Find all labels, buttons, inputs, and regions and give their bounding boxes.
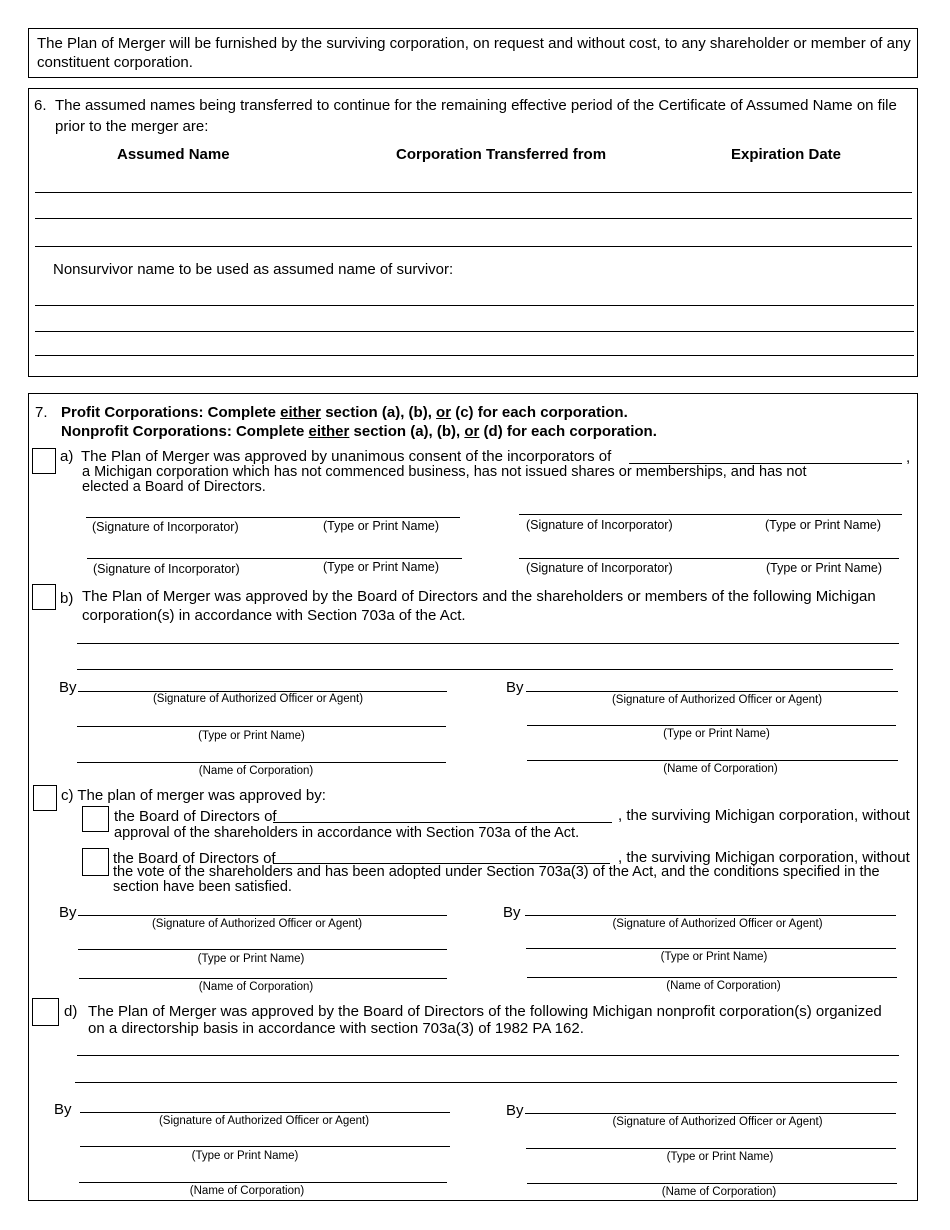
option-d-line2: on a directorship basis in accordance with section 703a(3) of 1982 PA 162. (88, 1020, 584, 1037)
corporation-name-label: (Name of Corporation) (661, 1186, 777, 1198)
option-c1-line2: approval of the shareholders in accordance with Section 703a of the Act. (114, 825, 580, 841)
by-label: By (506, 679, 524, 696)
section-6-text: The assumed names being transferred to continue for the remaining effective period of the Certificate of Assumed Name on file prior to the merger are: (55, 97, 897, 135)
print-name-line[interactable] (526, 1148, 896, 1149)
option-a-line2: a Michigan corporation which has not commenced business, has not issued shares or memberships, and has not (82, 464, 807, 480)
incorporator-name-label: (Type or Print Name) (766, 561, 883, 575)
incorporator-signature-label: (Signature of Incorporator) (526, 561, 673, 575)
checkbox-c-option1[interactable] (82, 806, 109, 832)
print-name-line[interactable] (80, 1146, 450, 1147)
print-name-label: (Type or Print Name) (663, 728, 770, 740)
officer-signature-label: (Signature of Authorized Officer or Agent) (611, 694, 823, 706)
option-a-line3: elected a Board of Directors. (82, 479, 266, 495)
profit-instructions: Profit Corporations: Complete either section (a), (b), or (c) for each corporation. (61, 404, 628, 421)
section-7-number: 7. (35, 404, 48, 421)
corporation-name-label: (Name of Corporation) (198, 765, 314, 777)
corporation-name-line[interactable] (527, 1183, 897, 1184)
incorporator-signature-line[interactable] (86, 517, 460, 518)
print-name-line[interactable] (77, 726, 446, 727)
option-a-comma: , (906, 449, 911, 466)
option-c1-suffix: , the surviving Michigan corporation, without (618, 807, 910, 824)
option-b-line1: The Plan of Merger was approved by the Board of Directors and the shareholders or members of the following Michigan (82, 588, 876, 605)
column-corporation-transferred-from: Corporation Transferred from (396, 146, 607, 163)
checkbox-d[interactable] (32, 998, 59, 1026)
assumed-name-line-3[interactable] (35, 246, 912, 247)
by-label: By (506, 1102, 524, 1119)
print-name-line[interactable] (526, 948, 896, 949)
assumed-name-line-1[interactable] (35, 192, 912, 193)
corporation-line[interactable] (77, 669, 893, 670)
corporation-name-line[interactable] (527, 977, 897, 978)
intro-text: The Plan of Merger will be furnished by the surviving corporation, on request and without cost, to any shareholder or member of any constituent corporation. (37, 35, 911, 71)
by-label: By (59, 904, 77, 921)
option-c2-suffix: , the surviving Michigan corporation, without (618, 849, 910, 866)
assumed-name-line-2[interactable] (35, 218, 912, 219)
incorporator-signature-line[interactable] (87, 558, 462, 559)
print-name-label: (Type or Print Name) (198, 730, 305, 742)
corporation-name-line[interactable] (77, 762, 446, 763)
section-6-number: 6. (34, 97, 47, 114)
option-d-line1: The Plan of Merger was approved by the Board of Directors of the following Michigan nonprofit corporation(s) organized (88, 1003, 882, 1020)
incorporator-signature-label: (Signature of Incorporator) (93, 562, 240, 576)
checkbox-b[interactable] (32, 584, 56, 610)
officer-signature-line[interactable] (525, 915, 896, 916)
column-assumed-name: Assumed Name (117, 146, 230, 163)
nonprofit-instructions: Nonprofit Corporations: Complete either section (a), (b), or (d) for each corporation. (61, 423, 657, 440)
by-label: By (54, 1101, 72, 1118)
corporation-name-label: (Name of Corporation) (189, 1185, 305, 1197)
print-name-label: (Type or Print Name) (660, 951, 768, 963)
officer-signature-label: (Signature of Authorized Officer or Agent) (612, 1116, 823, 1128)
print-name-line[interactable] (527, 725, 896, 726)
checkbox-c-option2[interactable] (82, 848, 109, 876)
checkbox-a[interactable] (32, 448, 56, 474)
officer-signature-line[interactable] (78, 691, 447, 692)
nonsurvivor-label: Nonsurvivor name to be used as assumed name of survivor: (53, 261, 454, 278)
option-d-letter: d) (64, 1003, 78, 1020)
corporation-line[interactable] (75, 1082, 897, 1083)
by-label: By (59, 679, 77, 696)
print-name-label: (Type or Print Name) (191, 1150, 299, 1162)
corporation-line[interactable] (77, 1055, 899, 1056)
nonsurvivor-line-1[interactable] (35, 305, 914, 306)
option-c2-line3: section have been satisfied. (113, 879, 292, 895)
officer-signature-label: (Signature of Authorized Officer or Agent) (152, 693, 364, 705)
corporation-name-label: (Name of Corporation) (198, 981, 314, 993)
officer-signature-line[interactable] (526, 691, 898, 692)
option-c2-prefix: the Board of Directors of (113, 850, 276, 867)
officer-signature-line[interactable] (78, 915, 447, 916)
print-name-label: (Type or Print Name) (197, 953, 305, 965)
option-b-letter: b) (60, 590, 74, 607)
option-c1-prefix: the Board of Directors of (114, 808, 277, 825)
option-a-line1: The Plan of Merger was approved by unanimous consent of the incorporators of (81, 448, 612, 465)
option-a-letter: a) (60, 448, 74, 465)
incorporator-signature-label: (Signature of Incorporator) (92, 520, 239, 534)
incorporator-signature-line[interactable] (519, 558, 899, 559)
print-name-label: (Type or Print Name) (666, 1151, 774, 1163)
incorporator-name-label: (Type or Print Name) (323, 560, 440, 574)
by-label: By (503, 904, 521, 921)
incorporator-name-label: (Type or Print Name) (323, 519, 440, 533)
checkbox-c[interactable] (33, 785, 57, 811)
corporation-name-line[interactable] (79, 978, 447, 979)
corporation-name-line[interactable] (527, 760, 898, 761)
nonsurvivor-line-3[interactable] (35, 355, 914, 356)
corporation-name-line[interactable] (79, 1182, 447, 1183)
officer-signature-label: (Signature of Authorized Officer or Agent) (158, 1115, 370, 1127)
corporation-name-label: (Name of Corporation) (666, 980, 781, 992)
print-name-line[interactable] (78, 949, 447, 950)
officer-signature-line[interactable] (80, 1112, 450, 1113)
board-corporation-line-1[interactable] (273, 822, 612, 823)
incorporator-signature-label: (Signature of Incorporator) (526, 518, 673, 532)
officer-signature-line[interactable] (525, 1113, 896, 1114)
corporation-name-label: (Name of Corporation) (663, 763, 778, 775)
officer-signature-label: (Signature of Authorized Officer or Agent) (151, 918, 363, 930)
option-c2-line2: the vote of the shareholders and has been adopted under Section 703a(3) of the Act, and the conditions specified in the (113, 864, 880, 880)
incorporator-name-label: (Type or Print Name) (765, 518, 882, 532)
option-c-line1: c) The plan of merger was approved by: (61, 787, 326, 804)
incorporator-signature-line[interactable] (519, 514, 902, 515)
option-b-line2: corporation(s) in accordance with Section 703a of the Act. (82, 607, 466, 624)
nonsurvivor-line-2[interactable] (35, 331, 914, 332)
corporation-line[interactable] (77, 643, 899, 644)
officer-signature-label: (Signature of Authorized Officer or Agent) (612, 918, 823, 930)
column-expiration-date: Expiration Date (731, 146, 842, 163)
